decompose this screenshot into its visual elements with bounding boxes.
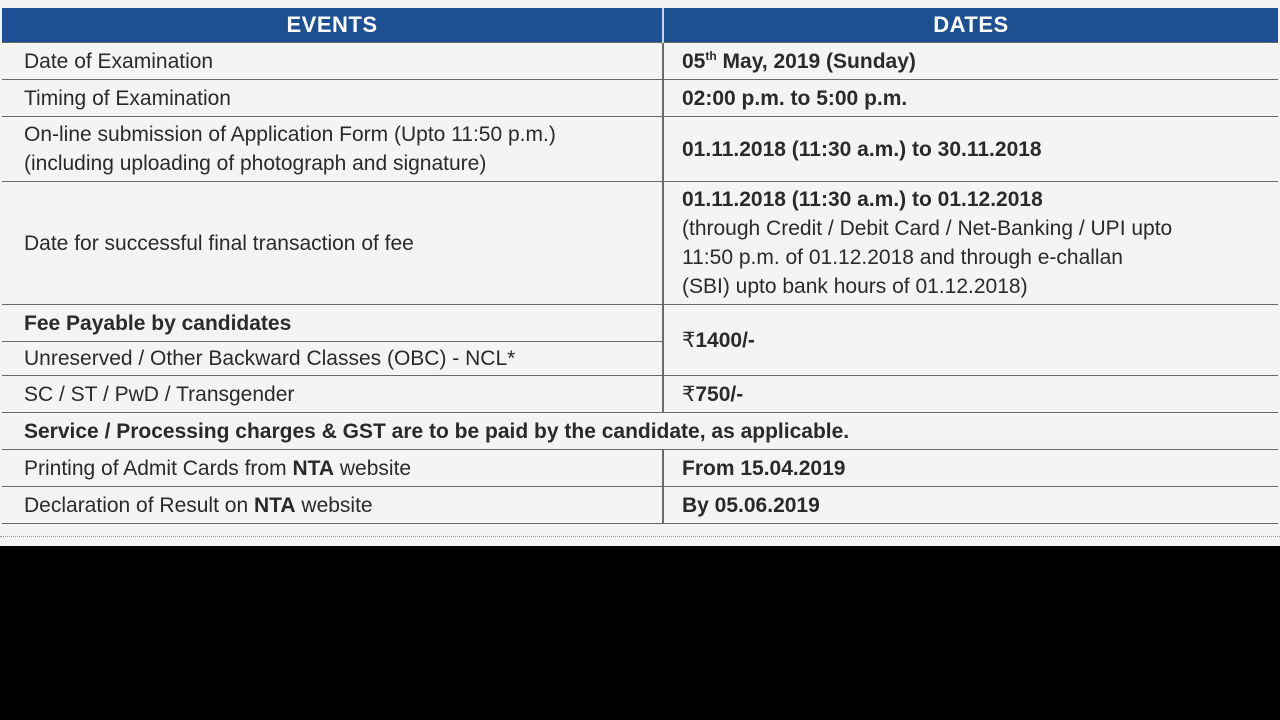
table-header-row	[2, 8, 1278, 43]
date-result: By 05.06.2019	[663, 487, 1278, 524]
page-bottom-edge	[0, 536, 1280, 546]
result-text-post: website	[295, 493, 373, 517]
table-row	[2, 117, 1278, 182]
service-charges-note: Service / Processing charges & GST are to be paid by the candidate, as applicable.	[2, 413, 1278, 450]
events-header: EVENTS	[2, 8, 663, 43]
fee-general-value: 1400/-	[695, 328, 755, 352]
result-text-nta: NTA	[253, 493, 296, 517]
event-exam-date: Date of Examination	[2, 43, 663, 80]
table-row	[2, 450, 1278, 487]
result-text-pre: Declaration of Result on	[24, 493, 254, 517]
date-rest: May, 2019 (Sunday)	[716, 49, 916, 73]
fee-txn-date-range: 01.11.2018 (11:30 a.m.) to 01.12.2018	[682, 188, 1043, 211]
event-result	[2, 487, 663, 524]
event-timing: Timing of Examination	[2, 80, 663, 117]
date-ordinal: th	[705, 48, 717, 63]
table-row	[2, 487, 1278, 524]
date-fee-transaction	[663, 182, 1278, 305]
fee-general-amount	[663, 305, 1278, 376]
table-row	[2, 305, 1278, 342]
admit-text-nta: NTA	[292, 456, 335, 480]
exam-schedule-table	[2, 8, 1278, 524]
table-row	[2, 182, 1278, 305]
rupee-symbol: ₹	[682, 328, 696, 352]
date-day: 05	[682, 49, 706, 73]
event-fee-sc: SC / ST / PwD / Transgender	[2, 376, 663, 413]
date-timing: 02:00 p.m. to 5:00 p.m.	[663, 80, 1278, 117]
event-fee-transaction: Date for successful final transaction of fee	[2, 182, 663, 305]
fee-payable-heading: Fee Payable by candidates	[2, 305, 663, 342]
event-online-line2: (including uploading of photograph and signature)	[24, 152, 487, 175]
dates-header: DATES	[663, 8, 1278, 43]
table-row	[2, 80, 1278, 117]
event-fee-general: Unreserved / Other Backward Classes (OBC) - NCL*	[2, 342, 663, 376]
admit-text-post: website	[334, 456, 412, 480]
table-row	[2, 376, 1278, 413]
fee-txn-detail-line3: 11:50 p.m. of 01.12.2018 and through e-challan	[682, 246, 1123, 269]
rupee-symbol: ₹	[682, 382, 696, 406]
event-online-line1: On-line submission of Application Form (Upto 11:50 p.m.)	[24, 123, 556, 146]
date-online-submission: 01.11.2018 (11:30 a.m.) to 30.11.2018	[663, 117, 1278, 182]
fee-sc-value: 750/-	[695, 382, 744, 406]
fee-txn-detail-line4: (SBI) upto bank hours of 01.12.2018)	[682, 275, 1028, 298]
table-row	[2, 413, 1278, 450]
event-online-submission	[2, 117, 663, 182]
table-row	[2, 43, 1278, 80]
fee-sc-amount	[663, 376, 1278, 413]
admit-text-pre: Printing of Admit Cards from	[24, 456, 293, 480]
fee-txn-detail-line2: (through Credit / Debit Card / Net-Banking / UPI upto	[682, 217, 1173, 240]
date-admit-card: From 15.04.2019	[663, 450, 1278, 487]
event-admit-card	[2, 450, 663, 487]
date-exam-date	[663, 43, 1278, 80]
